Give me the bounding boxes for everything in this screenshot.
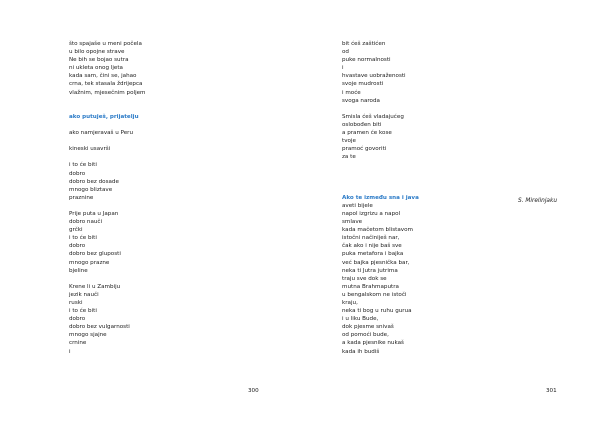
blank-line <box>69 97 279 105</box>
blank-line <box>342 161 542 169</box>
poem-line: a pramen će kose <box>342 130 392 137</box>
poem-line: čak ako i nije baš sve <box>342 243 402 250</box>
poem-line: ruski <box>69 300 83 306</box>
poem-line: što spajaše u meni počela <box>69 41 142 47</box>
poem-line: Prije puta u Japan <box>69 210 119 217</box>
poem-line: kineski usavrši <box>69 146 111 153</box>
poem-line: dobro nauči <box>69 219 103 226</box>
left-page-number: 300 <box>248 388 259 394</box>
poem-line: mutna Brahmaputra <box>342 283 399 290</box>
poem-line: bjeline <box>69 267 88 274</box>
poem-line: i to će biti <box>69 235 97 242</box>
poem-line: dok pjesme snivaš <box>342 324 394 331</box>
poem-line: napol izgrizu a napol <box>342 210 401 217</box>
poem-line: puke normalnosti <box>342 57 391 64</box>
poem-line: dobro <box>69 243 86 250</box>
left-page-text <box>69 40 279 356</box>
right-page <box>300 0 600 423</box>
blank-line <box>69 137 279 145</box>
poem-line: za te <box>342 154 356 161</box>
poem-line: aveti bijele <box>342 202 373 209</box>
poem-line: a kada pjesnike nukaš <box>342 340 404 347</box>
blank-line <box>342 105 542 113</box>
poem-line: kada sam, čini se, jahao <box>69 73 137 80</box>
poem-line: od pomoći bude, <box>342 332 389 339</box>
poem-line: crna, tek stasala ždrijepca <box>69 81 143 88</box>
blank-line <box>69 275 279 283</box>
poem-line: istočni načiniješ nar, <box>342 235 400 242</box>
poem-line: i <box>342 65 344 72</box>
poem-line: ni ukleta onog ljeta <box>69 65 123 72</box>
poem-line: jezik nauči <box>69 291 99 298</box>
blank-line <box>69 153 279 161</box>
blank-line <box>342 178 542 186</box>
blank-line <box>69 121 279 129</box>
poem-line: kraju, <box>342 300 358 306</box>
poem-line: dobro <box>69 170 86 177</box>
poem-line: Krene li u Zambiju <box>69 283 121 290</box>
poem-line: pramoć govoriti <box>342 146 387 153</box>
poem-line: kada ih budiš <box>342 348 380 355</box>
blank-line <box>69 105 279 113</box>
poem-line: Ne bih se bojao sutra <box>69 57 129 64</box>
poem-line: kada mačetom blistavom <box>342 227 413 234</box>
dedication: S. Mirelinjaku <box>518 198 558 204</box>
poem-line: mnogo sjajne <box>69 332 107 339</box>
poem-line: i to će biti <box>69 162 97 169</box>
poem-line: i <box>69 348 71 355</box>
poem-line: ako namjeravaš u Peru <box>69 130 134 137</box>
right-page-number: 301 <box>546 388 557 394</box>
poem-title: ako putuješ, prijatelju <box>69 113 139 120</box>
poem-line: hvastave uobraženosti <box>342 73 406 80</box>
poem-line: neka ti bog u ruhu guruа <box>342 308 412 315</box>
poem-line: crnine <box>69 340 87 347</box>
poem-line: dobro bez gluposti <box>69 251 121 258</box>
poem-line: neka ti Jutra jutrima <box>342 267 398 274</box>
poem-line: traju sve dok se <box>342 275 387 282</box>
poem-line: puka metafora i bajka <box>342 251 404 258</box>
poem-line: mnogo prazne <box>69 259 110 266</box>
poem-line: u bilo opojne strave <box>69 49 125 56</box>
poem-line: smlave <box>342 219 363 226</box>
poem-line: u bengalskom ne istoči <box>342 291 407 298</box>
poem-line: Smisla ćeš vladajućeg <box>342 113 404 120</box>
poem-line: i moće <box>342 89 361 96</box>
poem-line: od <box>342 49 349 56</box>
poem-line: vlažnim, mjesečnim poljem <box>69 89 146 96</box>
poem-line: dobro bez dosade <box>69 178 119 185</box>
right-page-text <box>342 40 542 356</box>
poem-line: i u liku Budе, <box>342 316 379 323</box>
blank-line <box>69 202 279 210</box>
poem-line: mnogo bliztave <box>69 186 113 193</box>
poem-line: tvoje <box>342 138 356 145</box>
poem-line: bit ćeš zaštićen <box>342 41 386 47</box>
poem-line: dobro <box>69 316 86 323</box>
blank-line <box>342 186 542 194</box>
poem-line: oslobođen biti <box>342 121 382 128</box>
poem-line: svoje mudrosti <box>342 81 384 88</box>
blank-line <box>342 170 542 178</box>
poem-line: dobro bez vulgarnosti <box>69 324 130 331</box>
poem-line: grčki <box>69 227 83 234</box>
poem-line: već bajka pjesnička bar, <box>342 259 410 266</box>
poem-title: Ako te između sna i java <box>342 194 419 201</box>
poem-line: svoga naroda <box>342 97 380 104</box>
poem-line: i to će biti <box>69 308 97 315</box>
poem-line: praznine <box>69 194 94 201</box>
